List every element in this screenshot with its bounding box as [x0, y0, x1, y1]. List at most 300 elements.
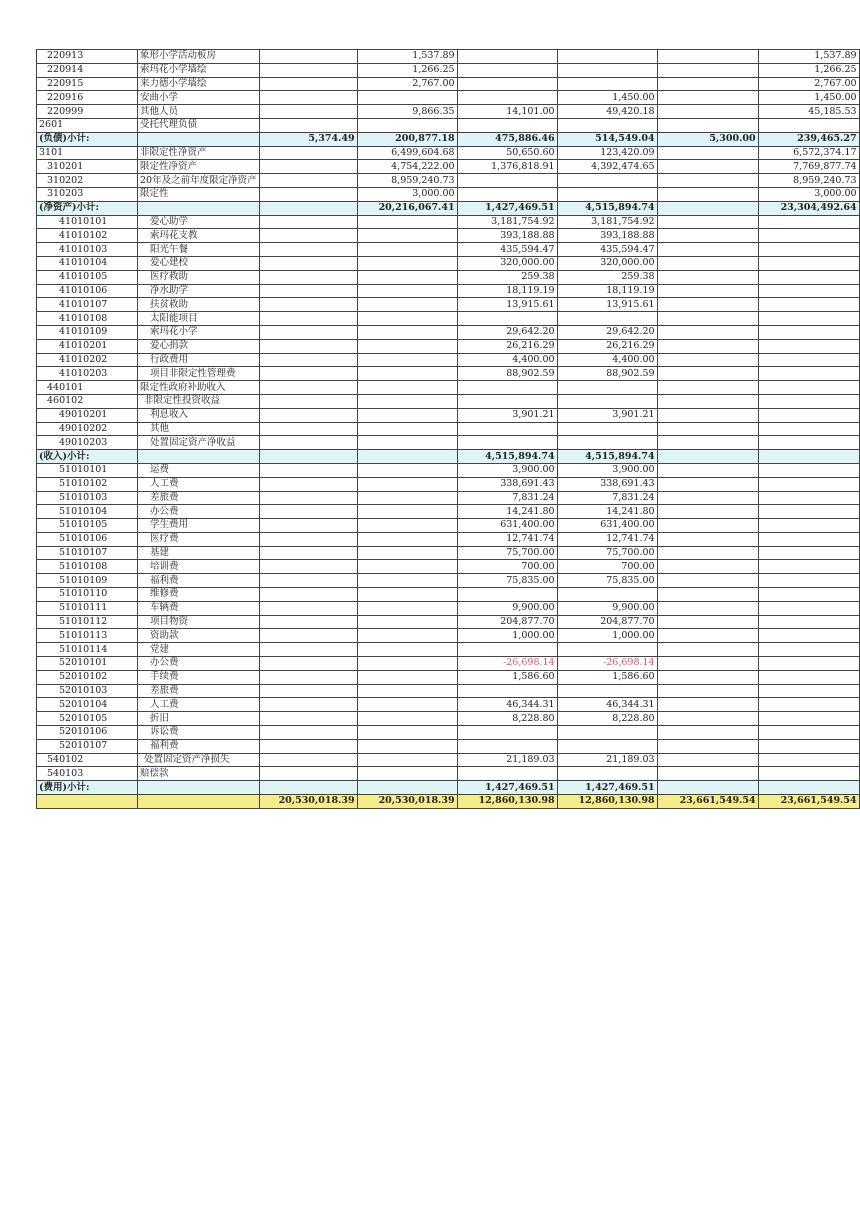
amount-c2 — [357, 118, 457, 132]
amount-c1 — [259, 298, 357, 312]
amount-c4: 631,400.00 — [557, 519, 657, 533]
amount-c5 — [657, 325, 758, 339]
amount-c5 — [657, 574, 758, 588]
amount-c6: 1,537.89 — [758, 50, 859, 64]
table-row — [37, 105, 860, 119]
account-name: 爱心建校 — [138, 256, 260, 270]
amount-c1 — [259, 450, 357, 464]
account-code: 41010102 — [37, 229, 138, 243]
amount-c3 — [457, 312, 557, 326]
amount-c4: 49,420.18 — [557, 105, 657, 119]
amount-c2 — [357, 519, 457, 533]
account-name — [138, 132, 260, 146]
amount-c4: 88,902.59 — [557, 367, 657, 381]
account-code: 540103 — [37, 767, 138, 781]
amount-c1 — [259, 588, 357, 602]
account-code: 41010107 — [37, 298, 138, 312]
account-name — [138, 795, 260, 809]
account-code: 52010107 — [37, 739, 138, 753]
amount-c5 — [657, 477, 758, 491]
amount-c6 — [758, 670, 859, 684]
account-name: 医疗费 — [138, 532, 260, 546]
table-row — [37, 739, 860, 753]
amount-c1 — [259, 739, 357, 753]
account-name: 索玛花支教 — [138, 229, 260, 243]
amount-c5 — [657, 505, 758, 519]
amount-c4 — [557, 726, 657, 740]
amount-c2 — [357, 601, 457, 615]
table-row — [37, 588, 860, 602]
account-code: 41010106 — [37, 284, 138, 298]
table-row — [37, 243, 860, 257]
amount-c4: 75,700.00 — [557, 546, 657, 560]
amount-c4 — [557, 422, 657, 436]
amount-c5 — [657, 767, 758, 781]
account-name: 基建 — [138, 546, 260, 560]
table-row — [37, 657, 860, 671]
table-row — [37, 229, 860, 243]
account-name: 限定性 — [138, 187, 260, 201]
amount-c2 — [357, 367, 457, 381]
amount-c1 — [259, 312, 357, 326]
account-code: 49010201 — [37, 408, 138, 422]
amount-c4: 21,189.03 — [557, 753, 657, 767]
amount-c3 — [457, 50, 557, 64]
amount-c1 — [259, 574, 357, 588]
amount-c3 — [457, 187, 557, 201]
amount-c5 — [657, 367, 758, 381]
amount-c1 — [259, 491, 357, 505]
amount-c4: 3,900.00 — [557, 463, 657, 477]
amount-c1 — [259, 560, 357, 574]
amount-c6 — [758, 422, 859, 436]
amount-c4 — [557, 174, 657, 188]
amount-c5 — [657, 298, 758, 312]
amount-c1 — [259, 325, 357, 339]
table-row — [37, 726, 860, 740]
amount-c5 — [657, 312, 758, 326]
amount-c6 — [758, 463, 859, 477]
amount-c1 — [259, 712, 357, 726]
amount-c5 — [657, 657, 758, 671]
amount-c1 — [259, 532, 357, 546]
account-code: 41010103 — [37, 243, 138, 257]
amount-c1 — [259, 753, 357, 767]
amount-c3: 13,915.61 — [457, 298, 557, 312]
account-code: 2601 — [37, 118, 138, 132]
account-code: 41010203 — [37, 367, 138, 381]
amount-c5 — [657, 422, 758, 436]
amount-c2: 20,216,067.41 — [357, 201, 457, 215]
account-code: 460102 — [37, 394, 138, 408]
account-name: 人工费 — [138, 698, 260, 712]
amount-c2 — [357, 684, 457, 698]
amount-c3 — [457, 767, 557, 781]
table-row — [37, 339, 860, 353]
table-row — [37, 325, 860, 339]
account-code: 51010110 — [37, 588, 138, 602]
amount-c5 — [657, 753, 758, 767]
amount-c2 — [357, 463, 457, 477]
amount-c6 — [758, 519, 859, 533]
amount-c1 — [259, 229, 357, 243]
account-code: 3101 — [37, 146, 138, 160]
amount-c4: 4,515,894.74 — [557, 201, 657, 215]
amount-c2: 8,959,240.73 — [357, 174, 457, 188]
amount-c6 — [758, 684, 859, 698]
account-code: 51010102 — [37, 477, 138, 491]
account-name — [138, 781, 260, 795]
amount-c4: 259.38 — [557, 270, 657, 284]
amount-c6 — [758, 574, 859, 588]
amount-c6 — [758, 753, 859, 767]
amount-c6 — [758, 477, 859, 491]
account-name: 受托代理负债 — [138, 118, 260, 132]
amount-c5 — [657, 519, 758, 533]
amount-c2 — [357, 574, 457, 588]
amount-c4: 18,119.19 — [557, 284, 657, 298]
account-name: 人工费 — [138, 477, 260, 491]
table-row — [37, 270, 860, 284]
amount-c3 — [457, 739, 557, 753]
amount-c5 — [657, 243, 758, 257]
total-row — [37, 795, 860, 809]
table-row — [37, 532, 860, 546]
account-name: 其他人员 — [138, 105, 260, 119]
amount-c5 — [657, 463, 758, 477]
account-name: 医疗救助 — [138, 270, 260, 284]
amount-c1 — [259, 77, 357, 91]
amount-c2 — [357, 753, 457, 767]
table-row — [37, 560, 860, 574]
table-row — [37, 256, 860, 270]
amount-c1 — [259, 105, 357, 119]
amount-c3: 700.00 — [457, 560, 557, 574]
amount-c5 — [657, 174, 758, 188]
amount-c2 — [357, 353, 457, 367]
amount-c2 — [357, 284, 457, 298]
amount-c3: 29,642.20 — [457, 325, 557, 339]
amount-c4 — [557, 739, 657, 753]
amount-c3: 435,594.47 — [457, 243, 557, 257]
account-name: 索玛花小学墙绘 — [138, 63, 260, 77]
amount-c2 — [357, 546, 457, 560]
ledger-table — [36, 49, 860, 809]
amount-c6 — [758, 367, 859, 381]
account-name: 差旅费 — [138, 491, 260, 505]
amount-c4: -26,698.14 — [557, 657, 657, 671]
amount-c5 — [657, 436, 758, 450]
account-name: 维修费 — [138, 588, 260, 602]
amount-c3: 9,900.00 — [457, 601, 557, 615]
amount-c4 — [557, 381, 657, 395]
amount-c4: 393,188.88 — [557, 229, 657, 243]
amount-c2 — [357, 698, 457, 712]
amount-c3: 204,877.70 — [457, 615, 557, 629]
amount-c3 — [457, 381, 557, 395]
account-name — [138, 201, 260, 215]
account-name: 限定性政府补助收入 — [138, 381, 260, 395]
subtotal-label: (收入)小计: — [37, 450, 138, 464]
amount-c6: 23,304,492.64 — [758, 201, 859, 215]
amount-c3: 3,900.00 — [457, 463, 557, 477]
amount-c3: -26,698.14 — [457, 657, 557, 671]
amount-c6: 6,572,374.17 — [758, 146, 859, 160]
amount-c2 — [357, 491, 457, 505]
account-code: 49010202 — [37, 422, 138, 436]
amount-c1 — [259, 684, 357, 698]
amount-c1 — [259, 187, 357, 201]
account-name: 党建 — [138, 643, 260, 657]
table-row — [37, 408, 860, 422]
amount-c5 — [657, 643, 758, 657]
amount-c6: 1,266.25 — [758, 63, 859, 77]
amount-c2 — [357, 629, 457, 643]
table-row — [37, 312, 860, 326]
account-name: 项目非限定性管理费 — [138, 367, 260, 381]
amount-c2 — [357, 560, 457, 574]
amount-c6: 1,450.00 — [758, 91, 859, 105]
account-code: 41010201 — [37, 339, 138, 353]
account-name: 手续费 — [138, 670, 260, 684]
amount-c4: 435,594.47 — [557, 243, 657, 257]
amount-c6: 2,767.00 — [758, 77, 859, 91]
amount-c6: 23,661,549.54 — [758, 795, 859, 809]
amount-c3 — [457, 588, 557, 602]
amount-c1 — [259, 243, 357, 257]
ledger-body — [37, 50, 860, 809]
account-name: 非限定性净资产 — [138, 146, 260, 160]
amount-c1: 5,374.49 — [259, 132, 357, 146]
amount-c1 — [259, 146, 357, 160]
table-row — [37, 77, 860, 91]
amount-c3: 46,344.31 — [457, 698, 557, 712]
amount-c3 — [457, 436, 557, 450]
account-code: 41010202 — [37, 353, 138, 367]
amount-c1 — [259, 284, 357, 298]
amount-c2: 3,000.00 — [357, 187, 457, 201]
table-row — [37, 91, 860, 105]
amount-c2: 1,537.89 — [357, 50, 457, 64]
amount-c6 — [758, 353, 859, 367]
amount-c5 — [657, 381, 758, 395]
amount-c1 — [259, 394, 357, 408]
amount-c3 — [457, 91, 557, 105]
amount-c2 — [357, 256, 457, 270]
account-name: 处置固定资产净损失 — [138, 753, 260, 767]
amount-c2 — [357, 712, 457, 726]
amount-c6 — [758, 450, 859, 464]
table-row — [37, 684, 860, 698]
amount-c4 — [557, 588, 657, 602]
amount-c2 — [357, 422, 457, 436]
amount-c6: 7,769,877.74 — [758, 160, 859, 174]
amount-c3 — [457, 643, 557, 657]
amount-c2 — [357, 91, 457, 105]
amount-c5 — [657, 739, 758, 753]
account-code: 220999 — [37, 105, 138, 119]
table-row — [37, 146, 860, 160]
amount-c2 — [357, 229, 457, 243]
amount-c5 — [657, 450, 758, 464]
amount-c4 — [557, 643, 657, 657]
amount-c1 — [259, 174, 357, 188]
amount-c4: 1,000.00 — [557, 629, 657, 643]
amount-c5 — [657, 588, 758, 602]
amount-c5 — [657, 284, 758, 298]
amount-c3 — [457, 174, 557, 188]
amount-c6 — [758, 532, 859, 546]
amount-c3: 12,741.74 — [457, 532, 557, 546]
table-row — [37, 381, 860, 395]
amount-c6 — [758, 726, 859, 740]
amount-c2 — [357, 339, 457, 353]
account-code: 51010113 — [37, 629, 138, 643]
table-row — [37, 118, 860, 132]
account-name: 折旧 — [138, 712, 260, 726]
amount-c2 — [357, 408, 457, 422]
amount-c6: 8,959,240.73 — [758, 174, 859, 188]
amount-c5 — [657, 77, 758, 91]
amount-c6 — [758, 436, 859, 450]
amount-c3: 631,400.00 — [457, 519, 557, 533]
account-name: 太阳能项目 — [138, 312, 260, 326]
amount-c3: 1,586.60 — [457, 670, 557, 684]
amount-c3 — [457, 77, 557, 91]
account-name: 爱心助学 — [138, 215, 260, 229]
account-code: 51010103 — [37, 491, 138, 505]
amount-c3: 88,902.59 — [457, 367, 557, 381]
amount-c4: 13,915.61 — [557, 298, 657, 312]
amount-c1 — [259, 519, 357, 533]
amount-c1 — [259, 91, 357, 105]
account-name: 非限定性投资收益 — [138, 394, 260, 408]
amount-c1 — [259, 505, 357, 519]
account-name: 处置固定资产净收益 — [138, 436, 260, 450]
table-row — [37, 574, 860, 588]
amount-c6 — [758, 643, 859, 657]
amount-c1 — [259, 463, 357, 477]
amount-c6 — [758, 546, 859, 560]
amount-c2 — [357, 781, 457, 795]
amount-c6 — [758, 588, 859, 602]
amount-c5 — [657, 560, 758, 574]
subtotal-label: (负债)小计: — [37, 132, 138, 146]
amount-c6 — [758, 739, 859, 753]
amount-c2 — [357, 588, 457, 602]
amount-c4: 9,900.00 — [557, 601, 657, 615]
amount-c2 — [357, 215, 457, 229]
account-name: 办公费 — [138, 657, 260, 671]
account-code: 52010106 — [37, 726, 138, 740]
account-code: 51010112 — [37, 615, 138, 629]
account-name: 培训费 — [138, 560, 260, 574]
amount-c5 — [657, 781, 758, 795]
account-name: 象形小学活动板房 — [138, 50, 260, 64]
amount-c3: 259.38 — [457, 270, 557, 284]
amount-c5 — [657, 394, 758, 408]
account-name: 安曲小学 — [138, 91, 260, 105]
account-code: 41010104 — [37, 256, 138, 270]
amount-c2 — [357, 615, 457, 629]
amount-c3 — [457, 726, 557, 740]
account-code: 220914 — [37, 63, 138, 77]
amount-c5 — [657, 229, 758, 243]
amount-c1 — [259, 726, 357, 740]
amount-c5 — [657, 615, 758, 629]
account-name: 利息收入 — [138, 408, 260, 422]
amount-c1 — [259, 160, 357, 174]
table-row — [37, 463, 860, 477]
amount-c6 — [758, 298, 859, 312]
amount-c4 — [557, 684, 657, 698]
amount-c6 — [758, 408, 859, 422]
amount-c6 — [758, 229, 859, 243]
account-name: 差旅费 — [138, 684, 260, 698]
amount-c4: 1,586.60 — [557, 670, 657, 684]
subtotal-row — [37, 132, 860, 146]
amount-c4 — [557, 436, 657, 450]
account-name: 诉讼费 — [138, 726, 260, 740]
amount-c5 — [657, 50, 758, 64]
account-code — [37, 795, 138, 809]
amount-c1 — [259, 629, 357, 643]
table-row — [37, 367, 860, 381]
account-name: 来力德小学墙绘 — [138, 77, 260, 91]
account-name: 赔偿款 — [138, 767, 260, 781]
amount-c4: 514,549.04 — [557, 132, 657, 146]
amount-c4 — [557, 767, 657, 781]
account-code: 220913 — [37, 50, 138, 64]
account-code: 310202 — [37, 174, 138, 188]
amount-c3: 8,228.80 — [457, 712, 557, 726]
amount-c3: 75,700.00 — [457, 546, 557, 560]
amount-c1 — [259, 698, 357, 712]
account-name: 福利费 — [138, 739, 260, 753]
amount-c6 — [758, 767, 859, 781]
amount-c5 — [657, 353, 758, 367]
amount-c5 — [657, 160, 758, 174]
amount-c1 — [259, 657, 357, 671]
amount-c1 — [259, 270, 357, 284]
table-row — [37, 546, 860, 560]
amount-c3 — [457, 394, 557, 408]
amount-c3: 7,831.24 — [457, 491, 557, 505]
amount-c2 — [357, 670, 457, 684]
amount-c6 — [758, 712, 859, 726]
amount-c5 — [657, 118, 758, 132]
account-code: 220916 — [37, 91, 138, 105]
account-name: 学生费用 — [138, 519, 260, 533]
amount-c6 — [758, 505, 859, 519]
amount-c2: 2,767.00 — [357, 77, 457, 91]
amount-c2: 1,266.25 — [357, 63, 457, 77]
table-row — [37, 505, 860, 519]
subtotal-row — [37, 450, 860, 464]
account-code: 51010104 — [37, 505, 138, 519]
amount-c5 — [657, 201, 758, 215]
amount-c4: 700.00 — [557, 560, 657, 574]
amount-c5 — [657, 187, 758, 201]
table-row — [37, 615, 860, 629]
amount-c4 — [557, 312, 657, 326]
amount-c1 — [259, 670, 357, 684]
amount-c6 — [758, 657, 859, 671]
amount-c2 — [357, 325, 457, 339]
table-row — [37, 601, 860, 615]
table-row — [37, 698, 860, 712]
amount-c6 — [758, 698, 859, 712]
